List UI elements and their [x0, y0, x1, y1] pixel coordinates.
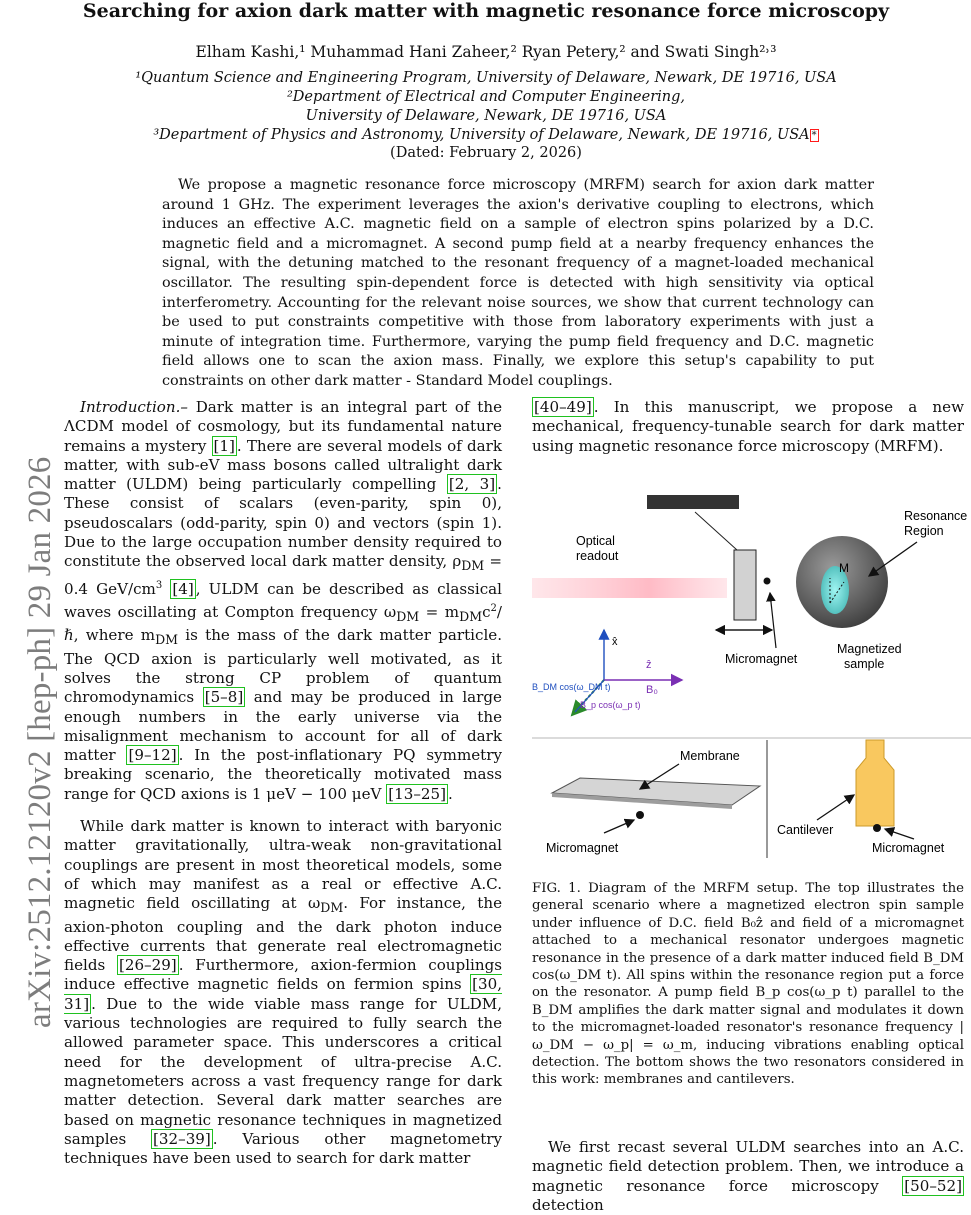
resonance-region-label: Resonance — [904, 509, 968, 523]
cantilever-pointer — [817, 795, 854, 820]
bdm-label: B_DM cos(ω_DM t) — [532, 682, 611, 692]
affiliation-2: ²Department of Electrical and Computer Engineering, — [286, 89, 685, 105]
optical-readout-label: readout — [576, 549, 619, 563]
citation-link[interactable]: [4] — [172, 579, 194, 598]
dated-line: (Dated: February 2, 2026) — [390, 145, 582, 161]
readout-block — [647, 495, 739, 509]
x-axis-label: x̂ — [612, 636, 618, 648]
citation-link[interactable]: [5–8] — [204, 688, 244, 707]
micromagnet-pointer — [770, 593, 776, 648]
figure-caption: FIG. 1. Diagram of the MRFM setup. The top illustrates the general scenario where a magnetized electron spin sample under influence of D.C. field B₀ẑ and field of a micromagnet attached to a mechanical resonator undergoes magnetic resonance in the presence of a dark matter induced field B_DM cos(ω_DM t). All spins within the resonance region put a force on the resonator. A pump field B_p cos(ω_p t) parallel to the B_DM amplifies the dark matter signal and modulates it down to the micromagnet-loaded resonator's resonance frequency |ω_DM − ω_p| = ω_m, inducing vibrations enabling optical detection. The bottom shows the two resonators considered in this work: membranes and cantilevers. — [532, 881, 964, 1088]
affiliation-2b: University of Delaware, Newark, DE 19716, USA — [305, 108, 667, 124]
cantilever-label: Cantilever — [777, 823, 834, 837]
arxiv-stamp: arXiv:2512.12120v2 [hep-ph] 29 Jan 2026 — [22, 456, 58, 1028]
intro-paragraph-1: Introduction.– Dark matter is an integral part of the ΛCDM model of cosmology, but its fundamental nature remains a mystery [1] . There are several models of dark matter, with sub-eV mass bosons called ultralight dark matter (ULDM) being particularly compelling [2, 3] . These consist of scalars (even-parity, spin 0), pseudoscalars (odd-parity, spin 0) and vectors (spin 1). Due to the large occupation number density required to constitute the observed local dark matter density, $\rho_{DM} = 0.4$ GeV/$cm^3$ [4] , ULDM can be described as classical waves oscillating at Compton frequency $\omega_{DM}$ = $m_{DM}c^2/\hbar$, where $m_{DM}$ is the mass of the dark matter particle. The QCD axion is particularly well motivated, as it solves the strong CP problem of quantum chromodynamics [5–8] and may be produced in large enough numbers in the early universe via the misalignment mechanism to account for all of dark matter [9–12] . In the post-inflationary PQ symmetry breaking scenario, the theoretically motivated mass range for QCD axions is 1 μeV − 100 μeV [13–25] . — [64, 398, 503, 803]
laser-beam — [532, 578, 727, 598]
mrfm-diagram — [532, 490, 971, 865]
citation-link[interactable]: [1] — [213, 436, 235, 455]
affiliations — [0, 69, 971, 145]
citation-link[interactable]: [13–25] — [388, 784, 446, 803]
resonance-region-label: Region — [904, 524, 944, 538]
bp-label: B_p cos(ω_p t) — [580, 700, 641, 710]
affiliation-1: ¹Quantum Science and Engineering Program, University of Delaware, Newark, DE 19716, USA — [135, 70, 837, 86]
membrane-label: Membrane — [680, 749, 740, 763]
micromagnet-right-label: Micromagnet — [872, 841, 945, 855]
paper-title: Searching for axion dark matter with magnetic resonance force microscopy — [82, 0, 890, 22]
citation-link[interactable]: [32–39] — [153, 1129, 211, 1148]
footnote-link[interactable]: * — [811, 130, 817, 141]
resonator — [734, 550, 756, 620]
citation-link[interactable]: [40–49] — [534, 398, 592, 416]
author-list: Elham Kashi,¹ Muhammad Hani Zaheer,² Ryan Petery,² and Swati Singh²˒³ — [195, 43, 777, 61]
cantilever-support-line — [695, 512, 737, 550]
micromagnet-dot — [873, 824, 881, 832]
right-column-bottom: We first recast several ULDM searches into an A.C. magnetic field detection problem. Then, we introduce a magnetic resonance force microscopy [50–52] detection — [532, 1138, 964, 1214]
right-column-top: [40–49] . In this manuscript, we propose a new mechanical, frequency-tunable search for dark matter using magnetic resonance force microscopy (MRFM). — [532, 398, 964, 455]
left-column — [64, 398, 502, 1168]
optical-readout-label: Optical — [576, 534, 615, 548]
cantilever — [856, 740, 894, 826]
citation-link[interactable]: [9–12] — [128, 746, 177, 765]
m-label: M — [839, 561, 849, 575]
citation-link[interactable]: [2, 3] — [448, 475, 496, 494]
micromagnet-left-label: Micromagnet — [546, 841, 619, 855]
citation-link[interactable]: [50–52] — [904, 1176, 962, 1195]
micromagnet-dot — [764, 578, 771, 585]
magnetized-sample-label: Magnetized — [837, 642, 902, 656]
abstract: We propose a magnetic resonance force microscopy (MRFM) search for axion dark matter around 1 GHz. The experiment leverages the axion's derivative coupling to electrons, which induces an effective A.C. magnetic field on a sample of electron spins polarized by a D.C. magnetic field and a micromagnet. A second pump field at a nearby frequency enhances the signal, with the detuning matched to the resonant frequency of a magnet-loaded mechanical oscillator. The resulting spin-dependent force is detected with high sensitivity via optical interferometry. Accounting for the relevant noise sources, we show that current technology can be used to put constraints competitive with those from laboratory experiments with just a minute of integration time. Furthermore, varying the pump field frequency and D.C. magnetic field allows one to scan the axion mass. Finally, we explore this setup's capability to put constraints on other dark matter - Standard Model couplings. — [162, 177, 874, 389]
micromagnet-pointer — [885, 829, 914, 839]
citation-link[interactable]: [26–29] — [118, 956, 177, 975]
intro-paragraph-2: While dark matter is known to interact with baryonic matter gravitationally, ultra-weak non-gravitational couplings are present in most theoretical models, some of which may manifest as a real or effective A.C. magnetic field oscillating at $\omega_{DM}$. For instance, the axion-photon coupling and the dark photon induce effective currents that generate real electromagnetic fields [26–29] . Furthermore, axion-fermion couplings induce effective magnetic fields on fermion spins [30, 31] . Due to the wide viable mass range for ULDM, various technologies are required to fully search the allowed parameter space. This underscores a critical need for the development of ultra-precise A.C. magnetometers across a vast frequency range for dark matter detection. Several dark matter searches are based on magnetic resonance techniques in magnetized samples [32–39] . Various other magnetometry techniques have been used to search for dark matter — [64, 817, 502, 1168]
affiliation-3: ³Department of Physics and Astronomy, University of Delaware, Newark, DE 19716, USA * — [153, 127, 817, 143]
b0-label: B₀ — [646, 684, 658, 696]
magnetized-sample-label: sample — [844, 657, 885, 671]
micromagnet-pointer — [604, 820, 634, 833]
citation-link[interactable]: [30, 31] — [64, 975, 502, 1013]
z-axis-label: ẑ — [646, 659, 652, 671]
micromagnet-dot — [636, 811, 644, 819]
micromagnet-label: Micromagnet — [725, 652, 798, 666]
